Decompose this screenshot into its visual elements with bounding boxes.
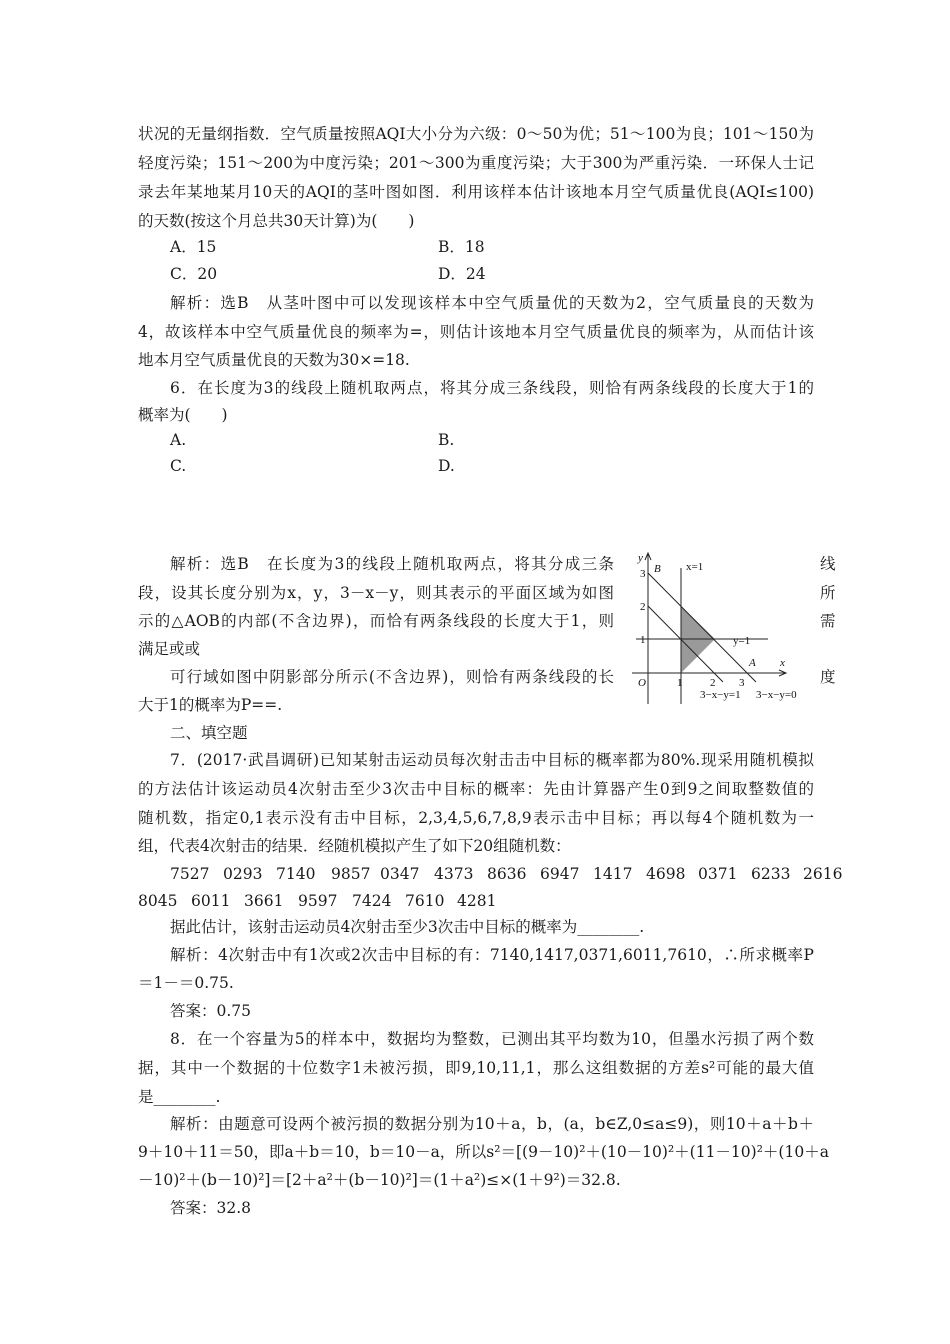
- q7-number: 9857: [331, 865, 371, 883]
- q8-analysis-line: 9＋10＋11＝50，即a＋b＝10，b＝10－a，所以s²＝[(9－10)²＋(10－10)²＋(11－10)²＋(10＋a: [138, 1143, 829, 1161]
- q6-analysis-wrap-char: 需: [820, 612, 836, 630]
- q7-number: 7610: [405, 892, 445, 910]
- q5-analysis-line: 地本月空气质量优良的天数为30×=18.: [138, 351, 410, 369]
- tick-x-3: 3: [739, 677, 745, 689]
- q6-option-c: C.: [170, 457, 187, 475]
- q8-analysis-line: －10)²＋(b－10)²]＝[2＋a²＋(b－10)²]＝(1＋a²)≤×(1＋9²)＝32.8.: [138, 1171, 621, 1189]
- q7-analysis-line: 解析：4次射击中有1次或2次击中目标的有：7140,1417,0371,6011,7610，∴所求概率P: [170, 946, 814, 964]
- q5-stem-line: 录去年某地某月10天的AQI的茎叶图如图．利用该样本估计该地本月空气质量优良(AQI≤100): [138, 183, 814, 201]
- q7-number: 4281: [457, 892, 497, 910]
- q7-number: 8045: [138, 892, 178, 910]
- tick-y-1: 1: [640, 634, 646, 646]
- q7-answer: 答案：0.75: [170, 1002, 252, 1020]
- label-A: A: [749, 657, 756, 669]
- q6-stem-line: 概率为( ): [138, 406, 228, 424]
- q7-stem-line: 组，代表4次射击的结果．经随机模拟产生了如下20组随机数：: [138, 837, 571, 855]
- q6-analysis-line: 段，设其长度分别为x，y，3－x－y，则其表示的平面区域为如图: [138, 584, 614, 602]
- line-3-x-y-eq-0: [648, 573, 756, 682]
- x-axis-label: x: [780, 657, 785, 669]
- q6-analysis-wrap-char: 线: [820, 555, 836, 573]
- tick-y-2: 2: [640, 601, 646, 613]
- q7-number: 6233: [751, 865, 791, 883]
- label-O: O: [638, 677, 646, 689]
- q8-stem-line: 是________.: [138, 1088, 221, 1106]
- q7-question: 据此估计，该射击运动员4次射击至少3次击中目标的概率为________.: [170, 918, 645, 936]
- q5-option-a: A．15: [170, 238, 217, 256]
- section-heading: 二、填空题: [170, 724, 248, 742]
- q6-option-a: A.: [170, 431, 187, 449]
- q7-number: 4373: [434, 865, 474, 883]
- q5-option-b: B．18: [438, 238, 485, 256]
- q6-analysis-wrap-char: 所: [820, 584, 836, 602]
- q7-number: 7140: [276, 865, 316, 883]
- q6-stem-line: 6．在长度为3的线段上随机取两点，将其分成三条线段，则恰有两条线段的长度大于1的: [170, 379, 814, 397]
- q6-analysis-line: 满足或或: [138, 640, 201, 658]
- q5-stem-line: 轻度污染；151～200为中度污染；201～300为重度污染；大于300为严重污染．一环保人士记: [138, 154, 814, 172]
- q6-analysis-line: 大于1的概率为P==.: [138, 696, 283, 714]
- q6-analysis-line: 可行域如图中阴影部分所示(不含边界)，则恰有两条线段的长: [170, 668, 614, 686]
- q8-stem-line: 8．在一个容量为5的样本中，数据均为整数，已测出其平均数为10，但墨水污损了两个数: [170, 1030, 814, 1048]
- q7-number: 1417: [593, 865, 633, 883]
- label-B: B: [654, 563, 661, 575]
- q7-number: 8636: [487, 865, 527, 883]
- q7-number: 7424: [352, 892, 392, 910]
- q7-number: 7527: [170, 865, 210, 883]
- q8-analysis-line: 解析：由题意可设两个被污损的数据分别为10＋a，b，(a，b∈Z,0≤a≤9)，则10＋a＋b＋: [170, 1115, 814, 1133]
- q6-option-b: B.: [438, 431, 455, 449]
- q5-stem-line: 状况的无量纲指数．空气质量按照AQI大小分为六级：0～50为优；51～100为良；101～150为: [138, 125, 814, 143]
- tick-x-1: 1: [677, 677, 683, 689]
- q7-number: 3661: [244, 892, 284, 910]
- q7-number: 0371: [698, 865, 738, 883]
- q5-option-c: C．20: [170, 265, 218, 283]
- q7-analysis-line: ＝1－＝0.75.: [138, 974, 234, 992]
- q7-number: 2616: [803, 865, 843, 883]
- label-line-3-x-y-eq-0: 3−x−y=0: [756, 689, 797, 701]
- q7-stem-line: 的方法估计该运动员4次射击至少3次击中目标的概率：先由计算器产生0到9之间取整数值的: [138, 780, 814, 798]
- q7-number: 9597: [298, 892, 338, 910]
- q7-stem-line: 随机数，指定0,1表示没有击中目标，2,3,4,5,6,7,8,9表示击中目标；再以每4个随机数为一: [138, 809, 814, 827]
- q6-analysis-line: 示的△AOB的内部(不含边界)，而恰有两条线段的长度大于1，则: [138, 612, 614, 630]
- label-line-3-x-y-eq-1: 3−x−y=1: [700, 689, 741, 701]
- q7-number: 0347: [380, 865, 420, 883]
- q7-number: 0293: [223, 865, 263, 883]
- label-x-eq-1: x=1: [686, 561, 704, 573]
- q6-option-d: D.: [438, 457, 455, 475]
- q7-stem-line: 7．(2017·武昌调研)已知某射击运动员每次射击击中目标的概率都为80%.现采用随机模拟: [170, 751, 814, 769]
- q6-analysis-wrap-char: 度: [820, 668, 836, 686]
- feasible-region-figure: [628, 548, 808, 708]
- q5-analysis-line: 4，故该样本中空气质量优良的频率为=，则估计该地本月空气质量优良的频率为，从而估计该: [138, 323, 814, 341]
- q5-option-d: D．24: [438, 265, 486, 283]
- q7-number: 6011: [191, 892, 231, 910]
- tick-y-3: 3: [640, 568, 646, 580]
- q5-analysis-line: 解析：选B 从茎叶图中可以发现该样本中空气质量优的天数为2，空气质量良的天数为: [170, 294, 814, 312]
- q6-analysis-line: 解析：选B 在长度为3的线段上随机取两点，将其分成三条: [170, 555, 614, 573]
- y-axis-label: y: [638, 552, 643, 564]
- q8-answer: 答案：32.8: [170, 1199, 252, 1217]
- q7-number: 6947: [540, 865, 580, 883]
- tick-x-2: 2: [710, 677, 716, 689]
- q5-stem-line: 的天数(按这个月总共30天计算)为( ): [138, 212, 415, 230]
- q8-stem-line: 据，其中一个数据的十位数字1未被污损，即9,10,11,1，那么这组数据的方差s²可能的最大值: [138, 1059, 814, 1077]
- q7-number: 4698: [646, 865, 686, 883]
- label-y-eq-1: y=1: [733, 635, 751, 647]
